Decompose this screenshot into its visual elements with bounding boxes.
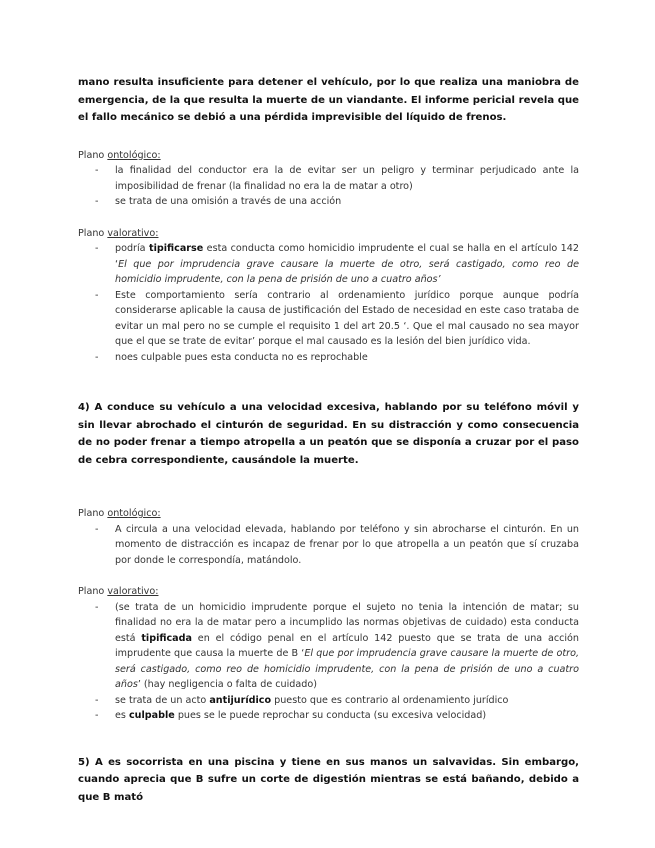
page-content <box>78 74 579 806</box>
plano-valorativo-label: valorativo: <box>107 227 159 239</box>
intro-paragraph <box>78 74 579 127</box>
plano-ontologico-heading: Plano ontológico: <box>78 508 161 519</box>
question-4-heading: 4) A conduce su vehículo a una velocidad excesiva, hablando por su teléfono móvil y sin llevar abrochado el cinturón de seguridad. En su distracción y como consecuencia de no poder frenar a tiempo atropella a un peatón que se disponía a cruzar por el paso de cebra correspondiente, causándole la muerte. <box>78 402 579 466</box>
valorativo-list <box>78 600 579 724</box>
list-item: - es culpable pues se le puede reprochar su conducta (su excesiva velocidad) <box>78 708 579 724</box>
question-5-heading: 5) A es socorrista en una piscina y tiene en sus manos un salvavidas. Sin embargo, cuando aprecia que B sufre un corte de digestión mientras se está bañando, debido a que B mató <box>78 756 579 803</box>
article-quote: El que por imprudencia grave causare la muerte de otro, será castigado, como reo de homicidio imprudente, con la pena de prisión de uno a cuatro años’ <box>115 258 579 285</box>
list-item: - se trata de una omisión a través de una acción <box>78 194 579 210</box>
intro-line-1: mano resulta insuficiente para detener el vehículo, por lo que realiza una maniobra de <box>78 77 579 88</box>
keyword-antijuridico: antijurídico <box>209 694 272 706</box>
plano-ontologico-heading: Plano ontológico: <box>78 149 161 161</box>
intro-line-3: fallo mecánico se debió a una pérdida imprevisible del líquido de frenos. <box>91 112 507 123</box>
intro-line-2: emergencia, de la que resulta la muerte de un viandante. El informe pericial revela que el <box>78 94 579 123</box>
list-item: - noes culpable pues esta conducta no es reprochable <box>78 350 579 366</box>
plano-valorativo-heading: Plano valorativo: <box>78 586 159 597</box>
list-item: - (se trata de un homicidio imprudente porque el sujeto no tenia la intención de matar; su finalidad no era la de matar pero a incumplido las normas objetivas de cuidado) esta conducta está tipificada en el código penal en el artículo 142 puesto que se trata de una acción imprudente que causa la muerte de B ‘El que por imprudencia grave causare la muerte de otro, será castigado, como reo de homicidio imprudente, con la pena de prisión de uno a cuatro años’ (hay negligencia o falta de cuidado) <box>78 600 579 693</box>
keyword-tipificada: tipificada <box>141 632 192 644</box>
list-item: - Este comportamiento sería contrario al ordenamiento jurídico porque aunque podría considerarse aplicable la causa de justificación del Estado de necesidad en este caso trataba de evitar un mal pero no se cumple el requisito 1 del art 20.5 ‘. Que el mal causado no sea mayor que el que se trate de evitar’ porque el mal causado es la lesión del bien jurídico vida. <box>78 288 579 350</box>
list-item: - A circula a una velocidad elevada, hablando por teléfono y sin abrocharse el cinturón. En un momento de distracción es incapaz de frenar por lo que atropella a un peatón que sí cruzaba por donde le correspondía, matándolo. <box>78 522 579 569</box>
keyword-culpable: culpable <box>128 710 175 721</box>
keyword-tipificarse: tipificarse <box>148 243 204 254</box>
list-item: - se trata de un acto antijurídico puesto que es contrario al ordenamiento jurídico <box>78 693 579 709</box>
valorativo-list <box>78 241 579 365</box>
list-item: - podría tipificarse esta conducta como homicidio imprudente el cual se halla en el artículo 142 ‘El que por imprudencia grave causare la muerte de otro, será castigado, como reo de homicidio imprudente, con la pena de prisión de uno a cuatro años’ <box>78 241 579 288</box>
list-item: - la finalidad del conductor era la de evitar ser un peligro y terminar perjudicado ante la imposibilidad de frenar (la finalidad no era la de matar a otro) <box>78 163 579 194</box>
ontologico-list <box>78 163 579 210</box>
plano-ontologico-label: ontológico: <box>107 149 161 161</box>
plano-valorativo-heading: Plano valorativo: <box>78 227 159 239</box>
plano-ontologico-label: ontológico: <box>107 508 161 519</box>
article-quote: El que por imprudencia grave causare la muerte de otro, será castigado, como reo de homicidio imprudente, con la pena de prisión de uno a cuatro años <box>115 648 580 690</box>
plano-valorativo-label: valorativo: <box>107 586 159 597</box>
ontologico-list <box>78 522 579 569</box>
